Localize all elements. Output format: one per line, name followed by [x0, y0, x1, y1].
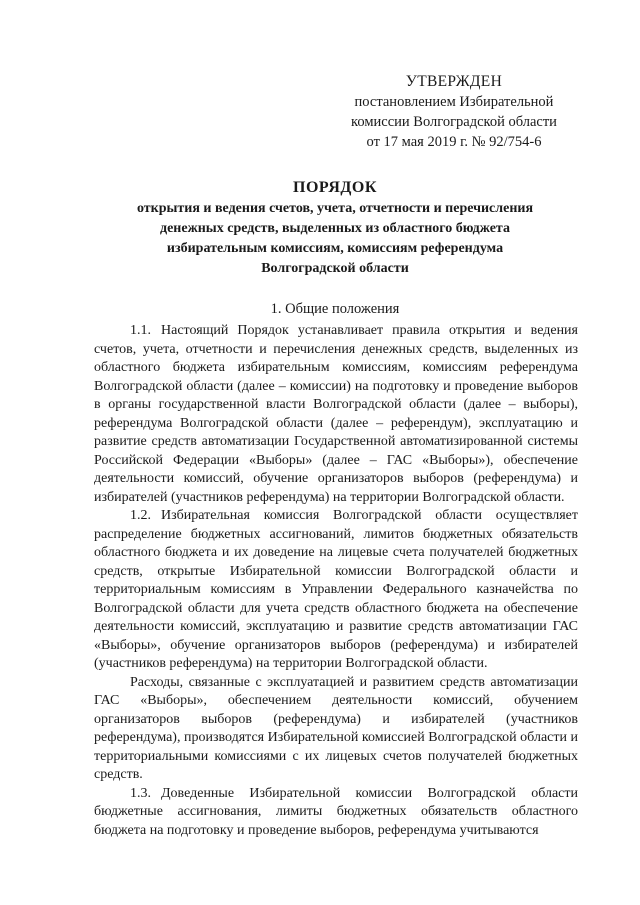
approval-stamp — [330, 72, 578, 152]
paragraph-1-3 — [94, 785, 578, 841]
approval-line-3: от 17 мая 2019 г. № 92/754-6 — [366, 134, 542, 150]
paragraph-number: 1.1. — [130, 323, 151, 338]
paragraph-text: Расходы, связанные с эксплуатацией и развитием средств автоматизации ГАС «Выборы», обеспечением деятельности комиссий, обучением организаторов выборов (референдума) и избирателей (участников референдума), производятся Избирательной комиссией Волгоградской области и территориальными комиссиями с их лицевых счетов получателей бюджетных средств. — [94, 674, 578, 782]
document-subtitle-line-3: избирательным комиссиям, комиссиям референдума — [166, 241, 504, 256]
document-title: ПОРЯДОК — [293, 179, 377, 196]
paragraph-text: Доведенные Избирательной комиссии Волгоградской области бюджетные ассигнования, лимиты бюджетных обязательств областного бюджета на подготовку и проведение выборов, референдума учитываются — [94, 785, 578, 838]
document-body — [94, 322, 578, 840]
paragraph-number: 1.2. — [130, 508, 151, 523]
document-subtitle-line-1: открытия и ведения счетов, учета, отчетности и перечисления — [136, 201, 534, 216]
document-subtitle-line-2: денежных средств, выделенных из областного бюджета — [160, 221, 510, 236]
document-title-block — [90, 177, 580, 279]
paragraph-number: 1.3. — [130, 785, 151, 801]
paragraph-1-1 — [94, 322, 578, 507]
document-subtitle-line-4: Волгоградской области — [261, 261, 409, 276]
approval-line-1: постановлением Избирательной — [354, 94, 554, 110]
section-heading: 1. Общие положения — [270, 301, 400, 317]
approval-line-2: комиссии Волгоградской области — [351, 114, 557, 130]
paragraph-text: Избирательная комиссия Волгоградской области осуществляет распределение бюджетных ассигнований, лимитов бюджетных обязательств областного бюджета и их доведение на лицевые счета получателей бюджетных средств, открытые Избирательной комиссии Волгоградской области и территориальным комиссиям в Управлении Федерального казначейства по Волгоградской области для учета средств областного бюджета на обеспечение деятельности комиссий, эксплуатацию и развитие средств автоматизации ГАС «Выборы», обучение организаторов выборов (референдума) и избирателей (участников референдума) на территории Волгоградской области. — [94, 508, 578, 671]
paragraph-1-2 — [94, 507, 578, 674]
approval-heading: УТВЕРЖДЕН — [405, 73, 503, 90]
paragraph-expenses — [94, 674, 578, 785]
paragraph-text: Настоящий Порядок устанавливает правила открытия и ведения счетов, учета, отчетности и перечисления денежных средств, выделенных из областного бюджета избирательным комиссиям, комиссиям референдума Волгоградской области (далее – комиссии) на подготовку и проведение выборов в органы государственной власти Волгоградской области (далее – выборы), референдума Волгоградской области (далее – референдум), эксплуатацию и развитие средств автоматизации Государственной автоматизированной системы Российской Федерации «Выборы» (далее – ГАС «Выборы»), обеспечение деятельности комиссий, обучение организаторов выборов (референдума) и избирателей (участников референдума) на территории Волгоградской области. — [94, 323, 578, 505]
